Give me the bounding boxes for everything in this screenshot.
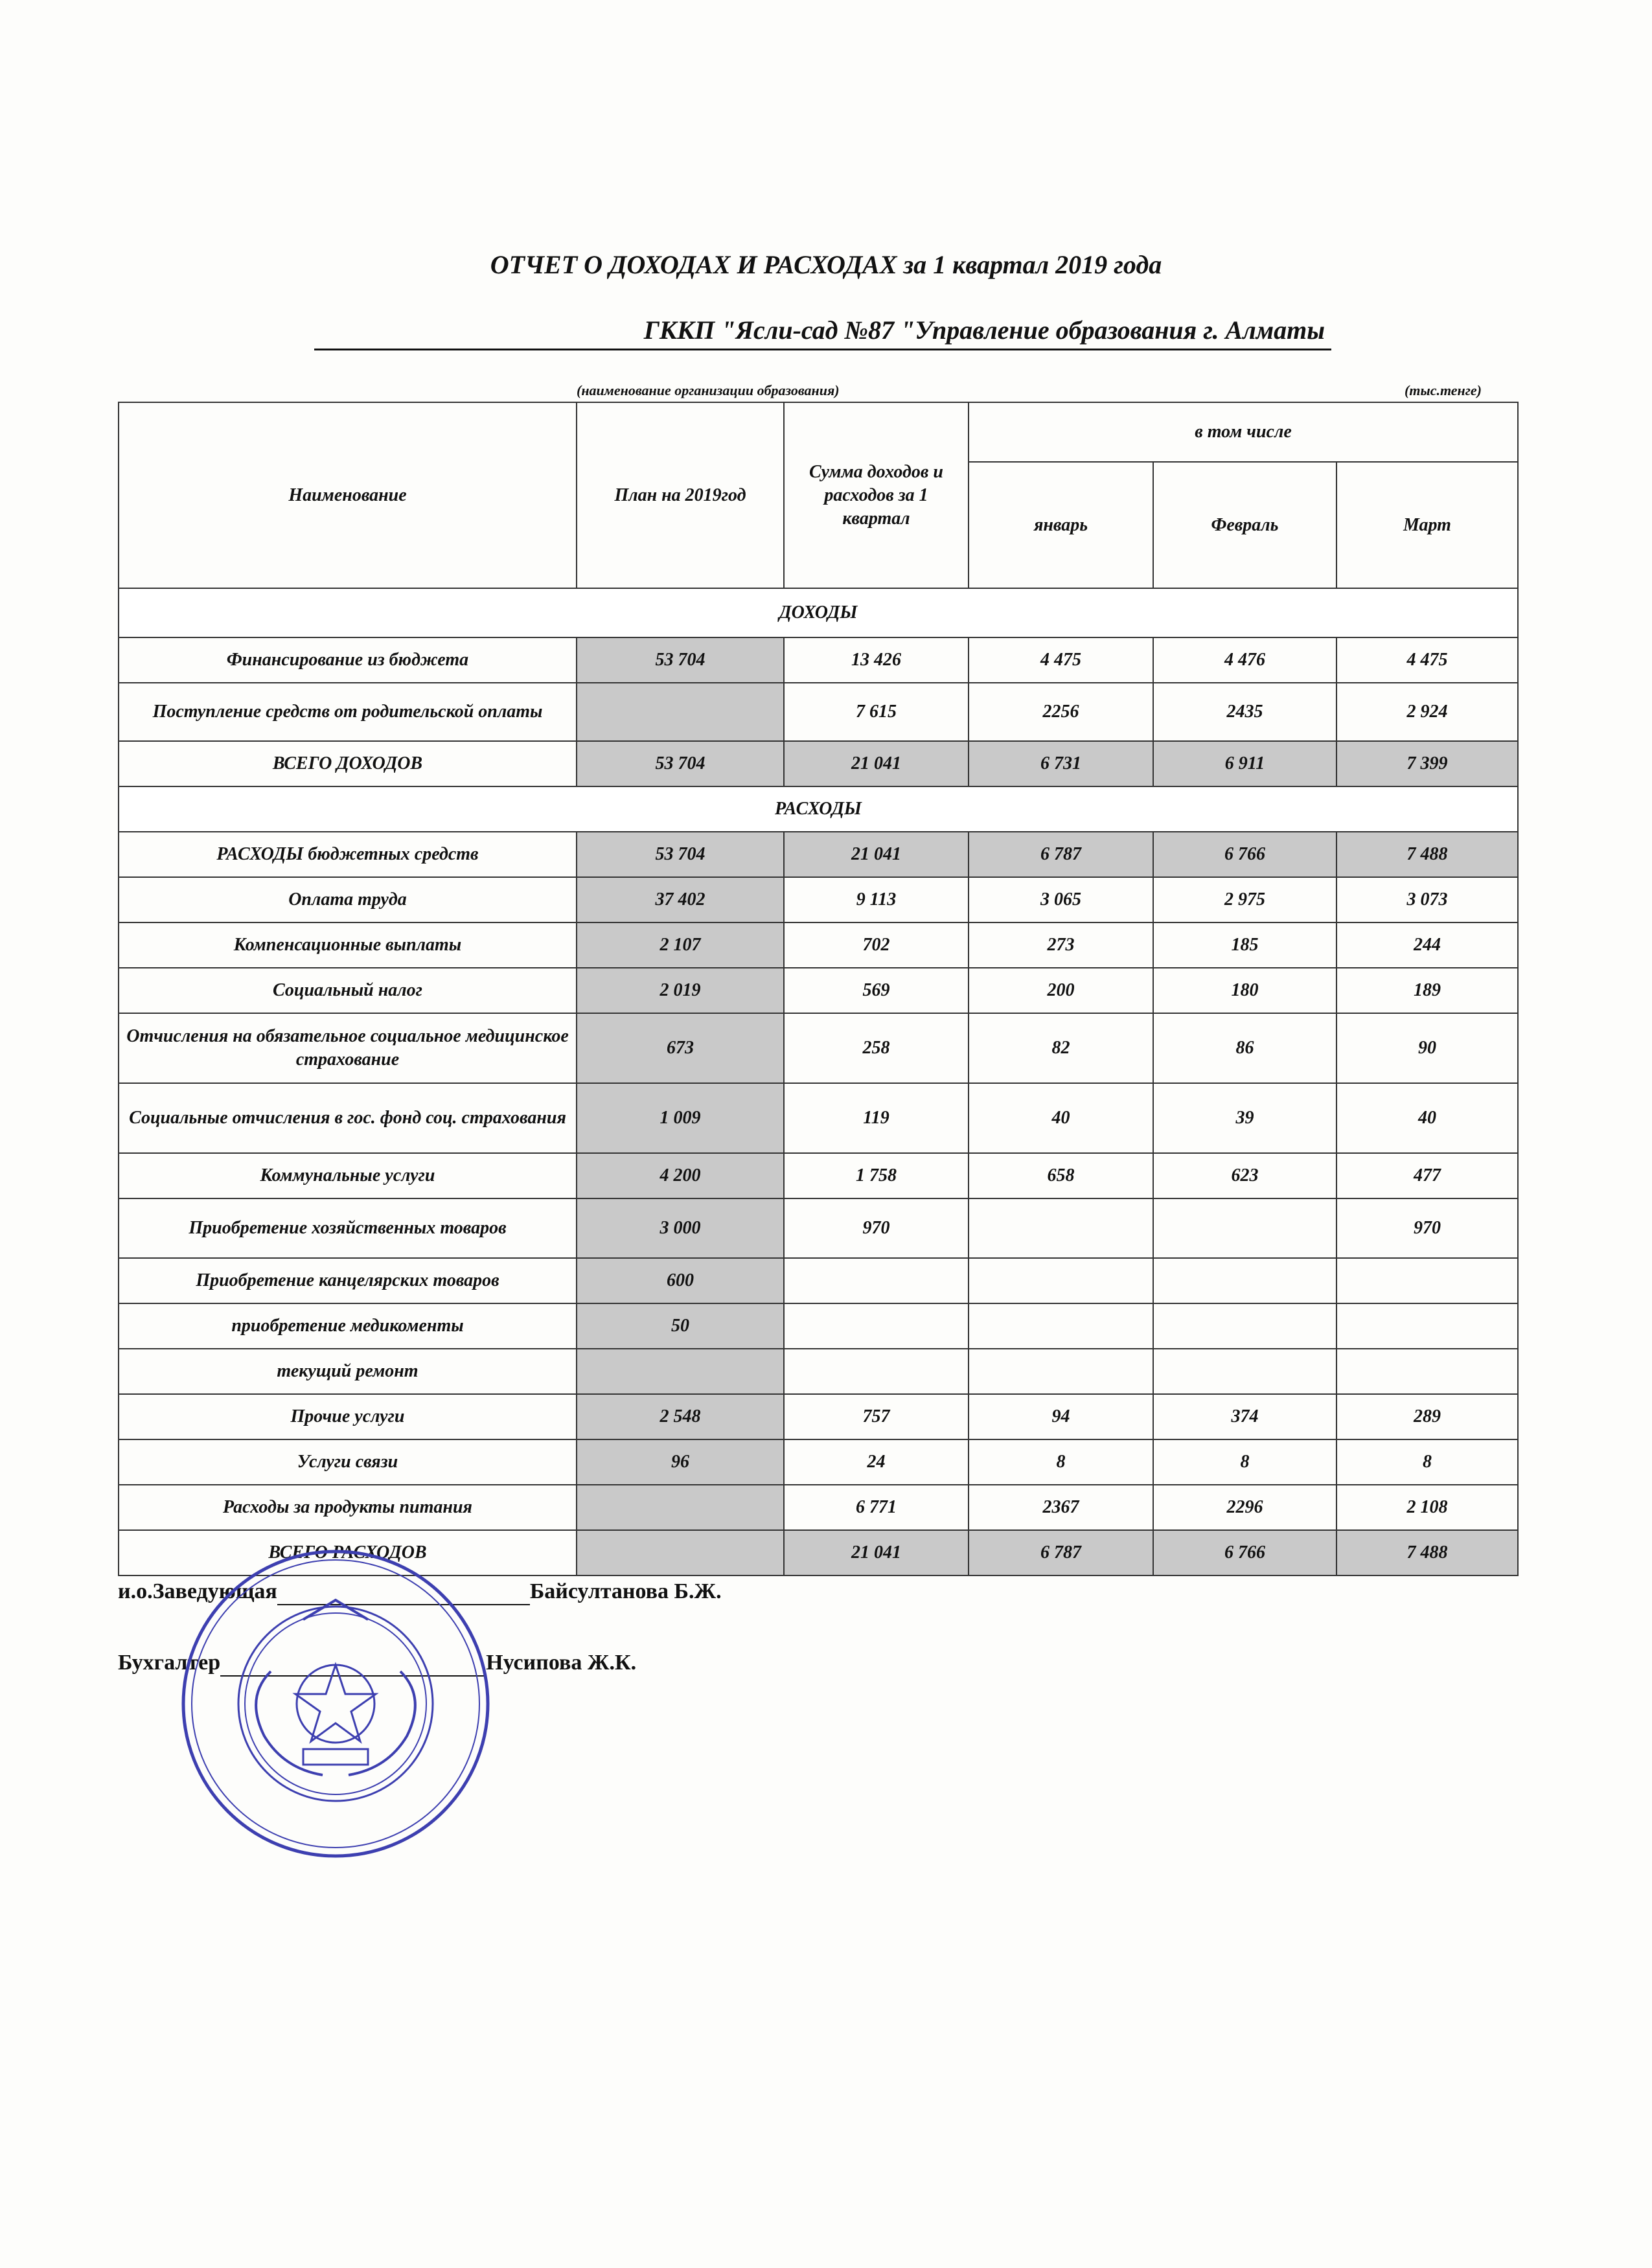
- organization-name: ГККП "Ясли-сад №87 "Управление образования г. Алматы: [314, 312, 1331, 350]
- cell-plan: 600: [577, 1258, 784, 1303]
- cell-plan: 37 402: [577, 877, 784, 922]
- cell-feb: 39: [1153, 1083, 1337, 1153]
- cell-mar: 90: [1337, 1013, 1518, 1083]
- organization-stamp: [174, 1542, 498, 1866]
- cell-jan: [969, 1198, 1153, 1258]
- header-feb: Февраль: [1153, 462, 1337, 588]
- unit-caption: (тыс.тенге): [1405, 382, 1482, 398]
- cell-sum: 21 041: [784, 832, 969, 877]
- cell-mar: 40: [1337, 1083, 1518, 1153]
- cell-plan: [577, 1530, 784, 1575]
- cell-sum: 569: [784, 968, 969, 1013]
- cell-mar: [1337, 1258, 1518, 1303]
- cell-sum: 6 771: [784, 1485, 969, 1530]
- cell-name: Оплата труда: [119, 877, 577, 922]
- cell-name: РАСХОДЫ бюджетных средств: [119, 832, 577, 877]
- cell-jan: 2256: [969, 683, 1153, 741]
- report-table: [118, 402, 1519, 1576]
- header-sum: Сумма доходов и расходов за 1 квартал: [784, 402, 969, 588]
- cell-sum: 21 041: [784, 741, 969, 786]
- cell-mar: 8: [1337, 1439, 1518, 1485]
- cell-name: приобретение медикоменты: [119, 1303, 577, 1349]
- table-row: [119, 1198, 1518, 1258]
- cell-mar: 289: [1337, 1394, 1518, 1439]
- cell-mar: 477: [1337, 1153, 1518, 1198]
- page-title: ОТЧЕТ О ДОХОДАХ И РАСХОДАХ за 1 квартал 2019 года: [490, 250, 1162, 279]
- cell-name: Финансирование из бюджета: [119, 637, 577, 683]
- table-row: [119, 1394, 1518, 1439]
- table-row: [119, 1258, 1518, 1303]
- table-row: [119, 968, 1518, 1013]
- cell-mar: 4 475: [1337, 637, 1518, 683]
- cell-sum: 702: [784, 922, 969, 968]
- cell-sum: 9 113: [784, 877, 969, 922]
- accountant-name: Нусипова Ж.К.: [486, 1651, 637, 1675]
- cell-sum: [784, 1303, 969, 1349]
- cell-mar: 2 924: [1337, 683, 1518, 741]
- cell-jan: 2367: [969, 1485, 1153, 1530]
- income-section-title: ДОХОДЫ: [119, 588, 1518, 637]
- cell-feb: 6 911: [1153, 741, 1337, 786]
- header-plan: План на 2019год: [577, 402, 784, 588]
- header-mar: Март: [1337, 462, 1518, 588]
- cell-mar: 7 399: [1337, 741, 1518, 786]
- cell-mar: 189: [1337, 968, 1518, 1013]
- header-jan: январь: [969, 462, 1153, 588]
- header-name: Наименование: [119, 402, 577, 588]
- cell-sum: 970: [784, 1198, 969, 1258]
- organization-caption: (наименование организации образования): [577, 382, 840, 398]
- table-row: [119, 877, 1518, 922]
- cell-feb: [1153, 1198, 1337, 1258]
- cell-jan: [969, 1349, 1153, 1394]
- cell-feb: 6 766: [1153, 1530, 1337, 1575]
- table-row: [119, 1013, 1518, 1083]
- cell-feb: 2 975: [1153, 877, 1337, 922]
- head-role: и.о.Заведующая: [118, 1579, 277, 1603]
- cell-jan: 658: [969, 1153, 1153, 1198]
- table-row: [119, 1083, 1518, 1153]
- cell-name: ВСЕГО РАСХОДОВ: [119, 1530, 577, 1575]
- cell-jan: 273: [969, 922, 1153, 968]
- cell-feb: 2435: [1153, 683, 1337, 741]
- cell-sum: 24: [784, 1439, 969, 1485]
- cell-feb: 86: [1153, 1013, 1337, 1083]
- cell-sum: 757: [784, 1394, 969, 1439]
- header-including: в том числе: [969, 402, 1518, 462]
- table-row: [119, 1349, 1518, 1394]
- cell-name: Социальный налог: [119, 968, 577, 1013]
- cell-plan: 1 009: [577, 1083, 784, 1153]
- table-row: [119, 1439, 1518, 1485]
- cell-plan: [577, 1349, 784, 1394]
- cell-plan: 96: [577, 1439, 784, 1485]
- cell-sum: 7 615: [784, 683, 969, 741]
- cell-jan: 6 787: [969, 1530, 1153, 1575]
- cell-feb: [1153, 1349, 1337, 1394]
- cell-feb: 374: [1153, 1394, 1337, 1439]
- cell-plan: [577, 683, 784, 741]
- cell-name: Поступление средств от родительской оплаты: [119, 683, 577, 741]
- cell-plan: 2 107: [577, 922, 784, 968]
- cell-plan: 3 000: [577, 1198, 784, 1258]
- table-row: [119, 637, 1518, 683]
- table-row: [119, 1303, 1518, 1349]
- cell-name: Приобретение канцелярских товаров: [119, 1258, 577, 1303]
- cell-jan: 40: [969, 1083, 1153, 1153]
- cell-mar: 7 488: [1337, 832, 1518, 877]
- cell-sum: 119: [784, 1083, 969, 1153]
- cell-feb: 180: [1153, 968, 1337, 1013]
- accountant-role: Бухгалтер: [118, 1651, 221, 1675]
- head-name: Байсултанова Б.Ж.: [529, 1579, 722, 1603]
- table-row: [119, 1153, 1518, 1198]
- cell-sum: 258: [784, 1013, 969, 1083]
- cell-name: Расходы за продукты питания: [119, 1485, 577, 1530]
- cell-mar: 970: [1337, 1198, 1518, 1258]
- cell-jan: 4 475: [969, 637, 1153, 683]
- cell-sum: [784, 1349, 969, 1394]
- cell-name: Услуги связи: [119, 1439, 577, 1485]
- cell-sum: [784, 1258, 969, 1303]
- table-row: [119, 832, 1518, 877]
- cell-feb: 6 766: [1153, 832, 1337, 877]
- cell-plan: 53 704: [577, 832, 784, 877]
- cell-plan: 673: [577, 1013, 784, 1083]
- cell-jan: 3 065: [969, 877, 1153, 922]
- cell-jan: [969, 1258, 1153, 1303]
- cell-plan: 2 019: [577, 968, 784, 1013]
- cell-feb: 2296: [1153, 1485, 1337, 1530]
- cell-jan: 6 731: [969, 741, 1153, 786]
- cell-sum: 1 758: [784, 1153, 969, 1198]
- cell-plan: [577, 1485, 784, 1530]
- expense-section-title: РАСХОДЫ: [119, 786, 1518, 832]
- cell-feb: [1153, 1303, 1337, 1349]
- cell-jan: 82: [969, 1013, 1153, 1083]
- cell-feb: [1153, 1258, 1337, 1303]
- cell-plan: 2 548: [577, 1394, 784, 1439]
- cell-name: Отчисления на обязательное социальное медицинское страхование: [119, 1013, 577, 1083]
- cell-mar: 7 488: [1337, 1530, 1518, 1575]
- cell-jan: 200: [969, 968, 1153, 1013]
- cell-sum: 13 426: [784, 637, 969, 683]
- cell-plan: 53 704: [577, 637, 784, 683]
- cell-name: ВСЕГО ДОХОДОВ: [119, 741, 577, 786]
- cell-plan: 4 200: [577, 1153, 784, 1198]
- table-row: [119, 922, 1518, 968]
- cell-mar: [1337, 1349, 1518, 1394]
- cell-name: Прочие услуги: [119, 1394, 577, 1439]
- cell-feb: 185: [1153, 922, 1337, 968]
- table-row: [119, 1485, 1518, 1530]
- cell-sum: 21 041: [784, 1530, 969, 1575]
- cell-jan: 6 787: [969, 832, 1153, 877]
- cell-plan: 53 704: [577, 741, 784, 786]
- cell-jan: [969, 1303, 1153, 1349]
- cell-name: Коммунальные услуги: [119, 1153, 577, 1198]
- cell-name: текущий ремонт: [119, 1349, 577, 1394]
- table-row: [119, 683, 1518, 741]
- cell-mar: [1337, 1303, 1518, 1349]
- cell-feb: 4 476: [1153, 637, 1337, 683]
- cell-name: Социальные отчисления в гос. фонд соц. страхования: [119, 1083, 577, 1153]
- cell-mar: 3 073: [1337, 877, 1518, 922]
- cell-jan: 94: [969, 1394, 1153, 1439]
- cell-feb: 623: [1153, 1153, 1337, 1198]
- cell-mar: 244: [1337, 922, 1518, 968]
- cell-jan: 8: [969, 1439, 1153, 1485]
- cell-name: Приобретение хозяйственных товаров: [119, 1198, 577, 1258]
- table-row: [119, 741, 1518, 786]
- cell-mar: 2 108: [1337, 1485, 1518, 1530]
- cell-feb: 8: [1153, 1439, 1337, 1485]
- cell-name: Компенсационные выплаты: [119, 922, 577, 968]
- cell-plan: 50: [577, 1303, 784, 1349]
